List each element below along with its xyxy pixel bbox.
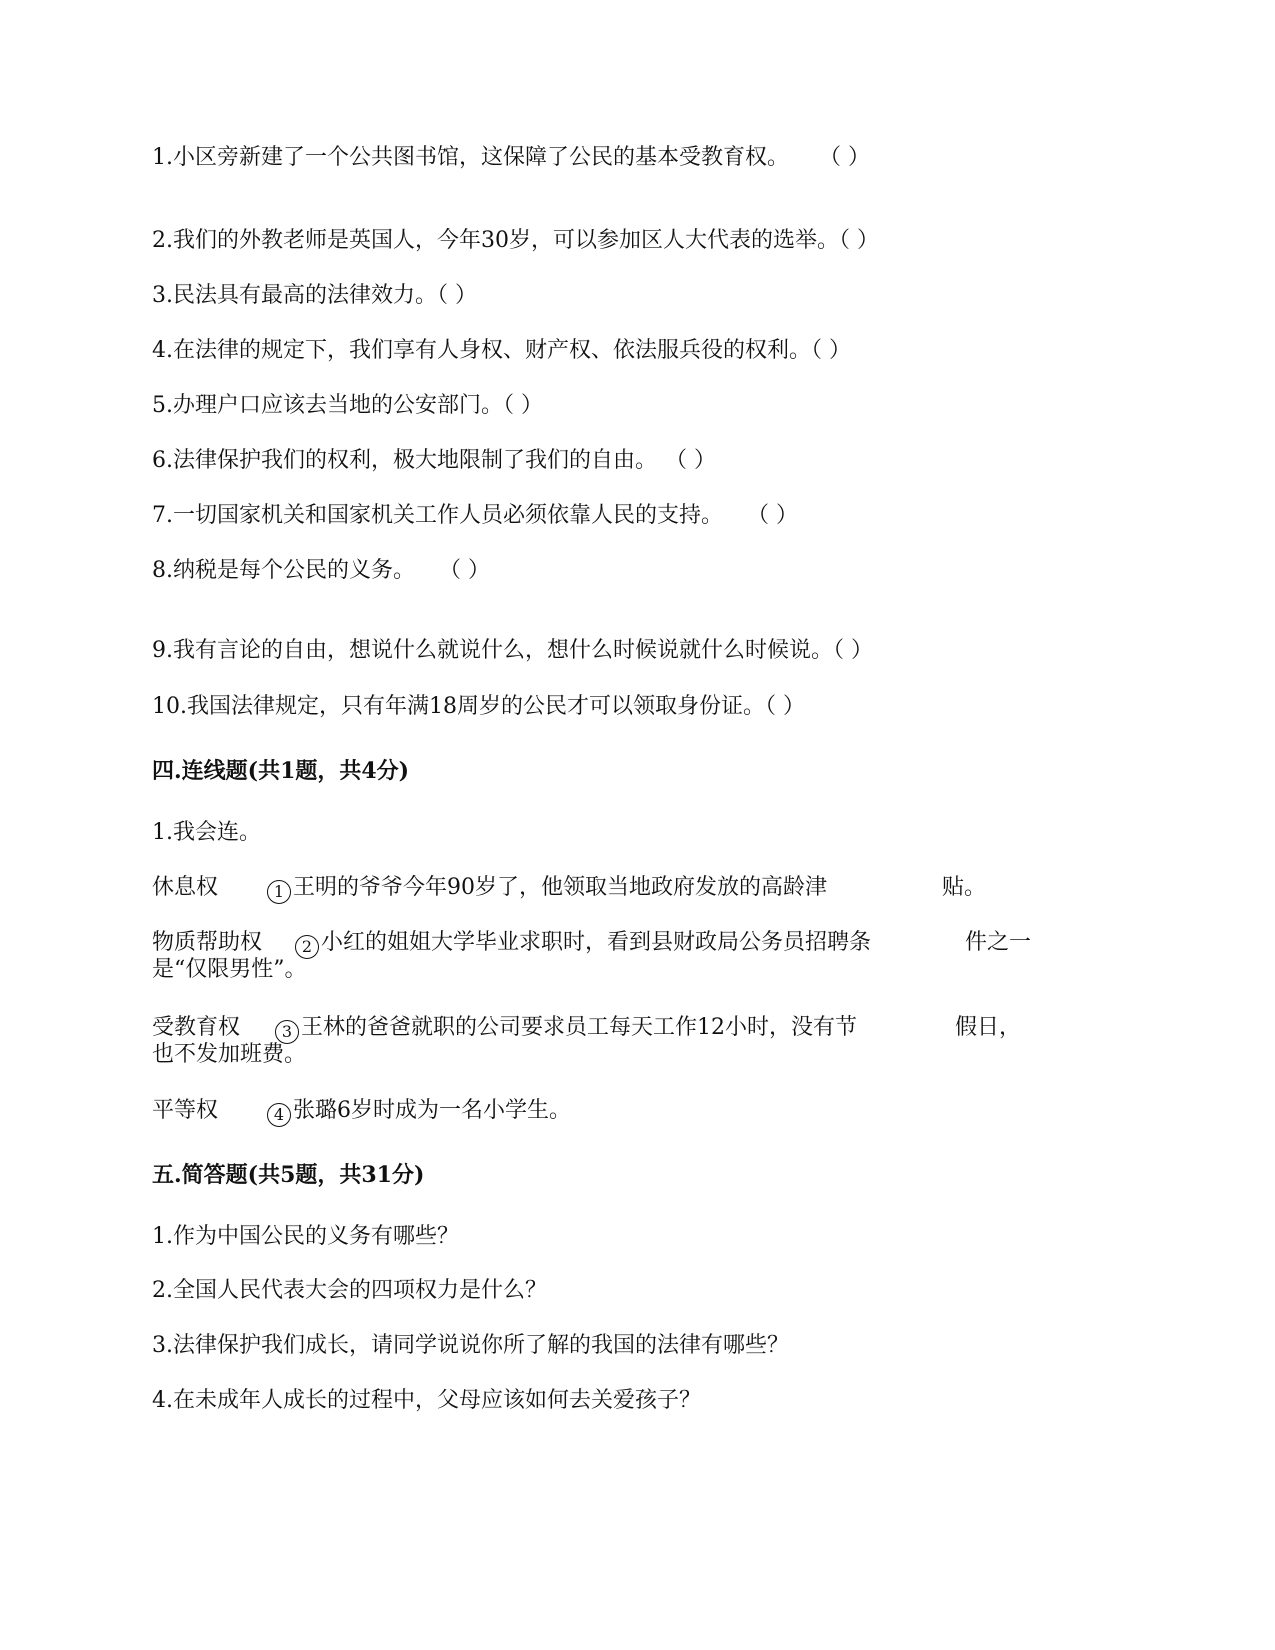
matching-row-4 [152,1096,571,1127]
answer-parentheses: （ ） [503,393,543,418]
short-answer-question-2: 2.全国人民代表大会的四项权力是什么？ [152,1278,547,1303]
judgment-text: 5.办理户口应该去当地的公安部门。 [152,393,503,418]
judgment-item-5 [152,391,543,421]
matching-question: 1.我会连。 [152,820,261,845]
judgment-item-8 [152,556,490,586]
matching-description: 王明的爷爷今年90岁了，他领取当地政府发放的高龄津 [293,875,827,900]
circled-number: 2 [295,935,319,959]
answer-parentheses: （ ） [819,145,870,170]
answer-parentheses: （ ） [437,283,477,308]
matching-row-3-continued: 也不发加班费。 [152,1042,307,1067]
short-answer-question-4: 4.在未成年人成长的过程中，父母应该如何去关爱孩子？ [152,1388,701,1413]
judgment-item-7 [152,501,798,531]
answer-parentheses: （ ） [833,638,873,663]
section-heading-short-answer: 五.简答题(共5题，共31分) [152,1162,425,1188]
circled-number: 1 [267,880,291,904]
circled-number: 4 [267,1103,291,1127]
judgment-item-3 [152,281,477,311]
matching-description: 小红的姐姐大学毕业求职时，看到县财政局公务员招聘条 [321,930,872,955]
matching-description: 张璐6岁时成为一名小学生。 [293,1098,571,1123]
judgment-item-1 [152,143,870,173]
answer-parentheses: （ ） [839,228,879,253]
short-answer-question-3: 3.法律保护我们成长，请同学说说你所了解的我国的法律有哪些？ [152,1333,789,1358]
short-answer-question-1: 1.作为中国公民的义务有哪些？ [152,1224,459,1249]
matching-term: 受教育权 [152,1015,241,1040]
matching-term: 物质帮助权 [152,930,263,955]
judgment-text: 6.法律保护我们的权利，极大地限制了我们的自由。 [152,448,657,473]
judgment-item-2 [152,226,879,256]
answer-parentheses: （ ） [665,448,716,473]
answer-parentheses: （ ） [439,558,490,583]
circled-number: 3 [275,1020,299,1044]
judgment-text: 3.民法具有最高的法律效力。 [152,283,437,308]
section-heading-matching: 四.连线题(共1题，共4分) [152,758,410,784]
answer-parentheses: （ ） [811,338,851,363]
matching-row-1 [152,873,986,904]
judgment-text: 2.我们的外教老师是英国人，今年30岁，可以参加区人大代表的选举。 [152,228,839,253]
answer-parentheses: （ ） [764,694,805,719]
judgment-item-4 [152,336,851,366]
matching-description-end: 件之一 [965,930,1032,955]
answer-parentheses: （ ） [747,503,798,528]
matching-description: 王林的爸爸就职的公司要求员工每天工作12小时，没有节 [301,1015,857,1040]
judgment-text: 10.我国法律规定，只有年满18周岁的公民才可以领取身份证。 [152,694,765,719]
judgment-item-10 [152,692,805,722]
matching-description-end: 贴。 [942,875,987,900]
judgment-text: 9.我有言论的自由，想说什么就说什么，想什么时候说就什么时候说。 [152,638,833,663]
matching-term: 平等权 [152,1098,219,1123]
matching-description-end: 假日， [955,1015,1022,1040]
judgment-text: 7.一切国家机关和国家机关工作人员必须依靠人民的支持。 [152,503,723,528]
judgment-text: 8.纳税是每个公民的义务。 [152,558,415,583]
judgment-item-6 [152,446,716,476]
matching-term: 休息权 [152,875,219,900]
judgment-text: 1.小区旁新建了一个公共图书馆，这保障了公民的基本受教育权。 [152,145,789,170]
matching-row-2-continued: 是“仅限男性”。 [152,957,307,982]
judgment-text: 4.在法律的规定下，我们享有人身权、财产权、依法服兵役的权利。 [152,338,811,363]
judgment-item-9 [152,636,873,666]
